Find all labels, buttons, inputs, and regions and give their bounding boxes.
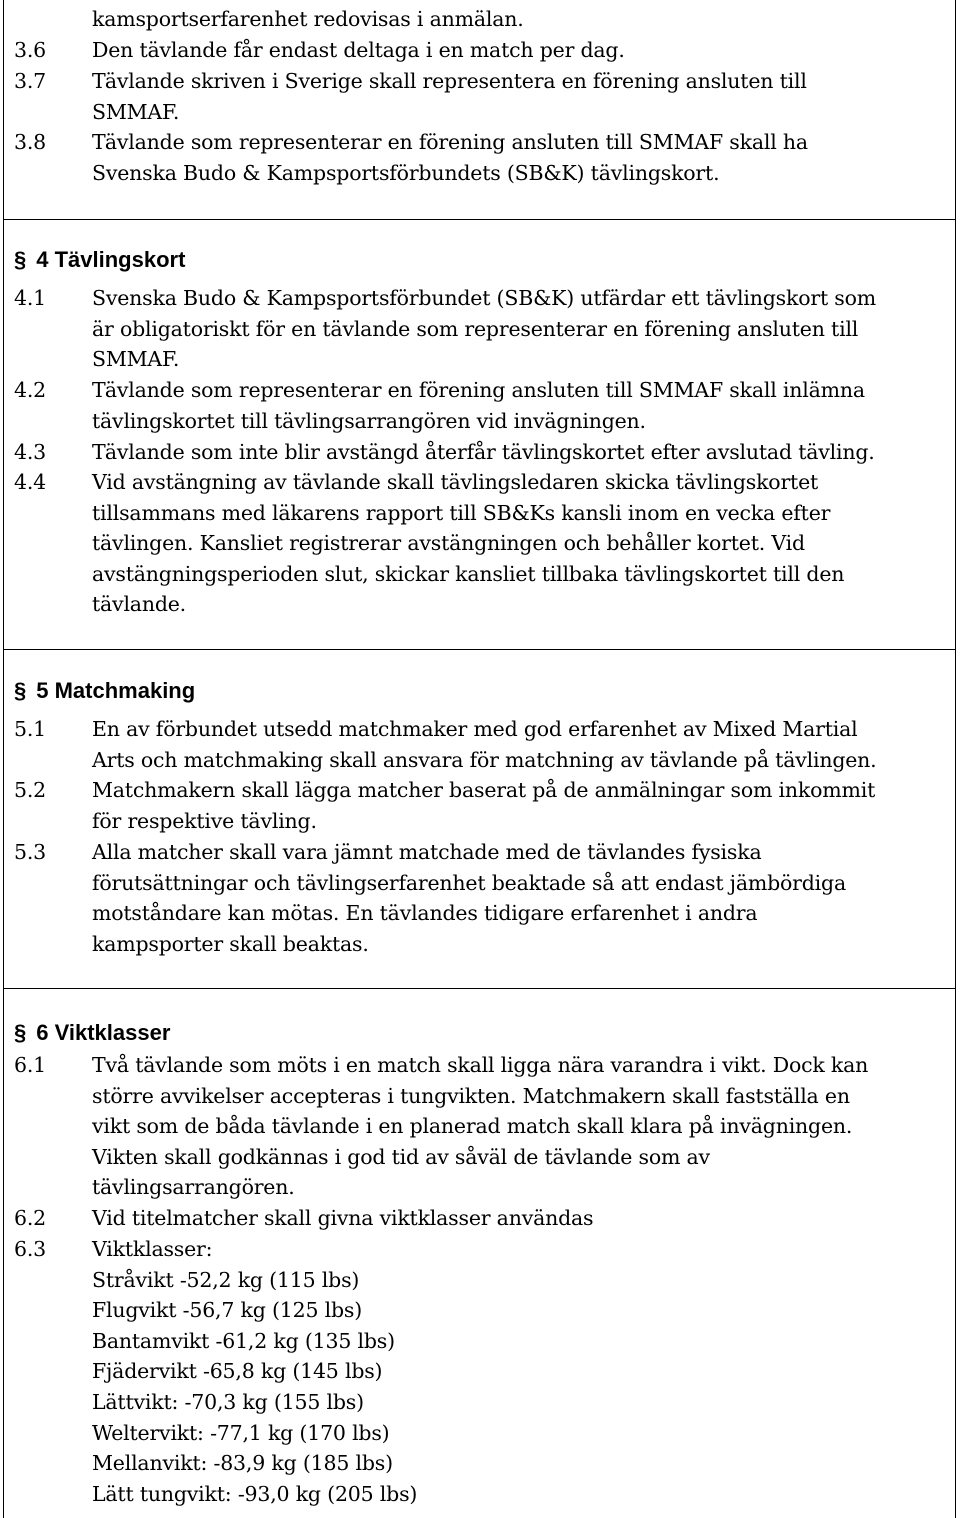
item-line: tävlingskortet till tävlingsarrangören vid invägningen.	[92, 408, 646, 433]
item-line: SMMAF.	[92, 347, 180, 372]
item-line: motståndare kan mötas. En tävlandes tidigare erfarenhet i andra	[92, 901, 758, 926]
item-line: är obligatoriskt för en tävlande som representerar en förening ansluten till	[92, 316, 859, 341]
item-number: 4.4	[14, 470, 47, 494]
item-number: 3.7	[14, 69, 47, 93]
section-4-heading	[14, 246, 185, 274]
item-number: 6.2	[14, 1206, 47, 1230]
item-line: Matchmakern skall lägga matcher baserat på de anmälningar som inkommit	[92, 778, 876, 802]
item-line: Den tävlande får endast deltaga i en match per dag.	[92, 38, 625, 62]
section-symbol: §	[14, 1020, 27, 1045]
item-line: större avvikelser accepteras i tungvikten. Matchmakern skall fastställa en	[92, 1083, 850, 1108]
item-text	[92, 1203, 952, 1234]
item-number: 3.6	[14, 38, 47, 62]
item-text	[92, 283, 952, 375]
item-text	[92, 714, 952, 775]
item-line: vikt som de båda tävlande i en planerad match skall klara på invägningen.	[92, 1114, 853, 1139]
item-number: 6.1	[14, 1053, 47, 1077]
item-number: 4.1	[14, 286, 47, 310]
item-line: tävlingen. Kansliet registrerar avstängningen och behåller kortet. Vid	[92, 531, 805, 556]
item-line: Viktklasser:	[92, 1237, 213, 1261]
item-text	[92, 837, 952, 959]
item-line: Tävlande som representerar en förening ansluten till SMMAF skall ha	[92, 130, 808, 154]
weight-class-line: Weltervikt: -77,1 kg (170 lbs)	[92, 1420, 390, 1445]
item-line: Två tävlande som möts i en match skall ligga nära varandra i vikt. Dock kan	[92, 1053, 869, 1077]
item-number: 6.3	[14, 1237, 47, 1261]
section-title: 5 Matchmaking	[36, 678, 196, 703]
item-line: SMMAF.	[92, 99, 180, 124]
item-number: 5.1	[14, 717, 47, 741]
item-number: 5.3	[14, 840, 47, 864]
weight-class-line: Lättvikt: -70,3 kg (155 lbs)	[92, 1389, 364, 1414]
item-text	[92, 775, 952, 836]
item-text	[92, 35, 952, 66]
item-line: Svenska Budo & Kampsportsförbundets (SB&K) tävlingskort.	[92, 160, 720, 185]
item-text	[92, 66, 952, 127]
item-line: Vid avstängning av tävlande skall tävlingsledaren skicka tävlingskortet	[92, 470, 819, 494]
item-line: Arts och matchmaking skall ansvara för matchning av tävlande på tävlingen.	[92, 747, 877, 772]
item-line: Alla matcher skall vara jämnt matchade med de tävlandes fysiska	[92, 840, 762, 864]
item-line: En av förbundet utsedd matchmaker med god erfarenhet av Mixed Martial	[92, 717, 858, 741]
item-line: tävlande.	[92, 592, 186, 617]
section-symbol: §	[14, 247, 27, 272]
item-line: tillsammans med läkarens rapport till SB&Ks kansli inom en vecka efter	[92, 500, 831, 525]
item-text	[92, 4, 952, 35]
item-line: Tävlande skriven i Sverige skall representera en förening ansluten till	[92, 69, 807, 93]
weight-class-line: Fjädervikt -65,8 kg (145 lbs)	[92, 1359, 383, 1384]
item-number: 5.2	[14, 778, 47, 802]
item-text	[92, 1050, 952, 1203]
item-number: 4.2	[14, 378, 47, 402]
item-line: Vikten skall godkännas i god tid av såväl de tävlande som av	[92, 1144, 710, 1169]
item-text	[92, 127, 952, 188]
weight-class-line: Mellanvikt: -83,9 kg (185 lbs)	[92, 1451, 393, 1476]
item-line: avstängningsperioden slut, skickar kansliet tillbaka tävlingskortet till den	[92, 561, 845, 586]
item-line: kamsportserfarenhet redovisas i anmälan.	[92, 7, 524, 31]
section-title: 4 Tävlingskort	[36, 247, 186, 272]
weight-class-line: Lätt tungvikt: -93,0 kg (205 lbs)	[92, 1481, 418, 1506]
item-line: Vid titelmatcher skall givna viktklasser användas	[92, 1206, 594, 1230]
item-text	[92, 437, 952, 468]
item-text	[92, 1234, 952, 1509]
weight-class-line: Stråvikt -52,2 kg (115 lbs)	[92, 1267, 360, 1292]
item-number: 3.8	[14, 130, 47, 154]
section-symbol: §	[14, 678, 27, 703]
item-line: kampsporter skall beaktas.	[92, 931, 369, 956]
item-line: förutsättningar och tävlingserfarenhet beaktade så att endast jämbördiga	[92, 870, 846, 895]
weight-class-line: Flugvikt -56,7 kg (125 lbs)	[92, 1298, 363, 1323]
item-number: 4.3	[14, 440, 47, 464]
item-line: för respektive tävling.	[92, 808, 317, 833]
section-title: 6 Viktklasser	[36, 1020, 171, 1045]
item-text	[92, 467, 952, 620]
section-6-heading	[14, 1019, 170, 1047]
item-line: tävlingsarrangören.	[92, 1175, 295, 1200]
weight-class-line: Bantamvikt -61,2 kg (135 lbs)	[92, 1328, 395, 1353]
section-5-heading	[14, 677, 195, 705]
item-text	[92, 375, 952, 436]
item-line: Tävlande som inte blir avstängd återfår tävlingskortet efter avslutad tävling.	[92, 440, 875, 464]
item-line: Svenska Budo & Kampsportsförbundet (SB&K) utfärdar ett tävlingskort som	[92, 286, 876, 310]
item-line: Tävlande som representerar en förening ansluten till SMMAF skall inlämna	[92, 378, 865, 402]
